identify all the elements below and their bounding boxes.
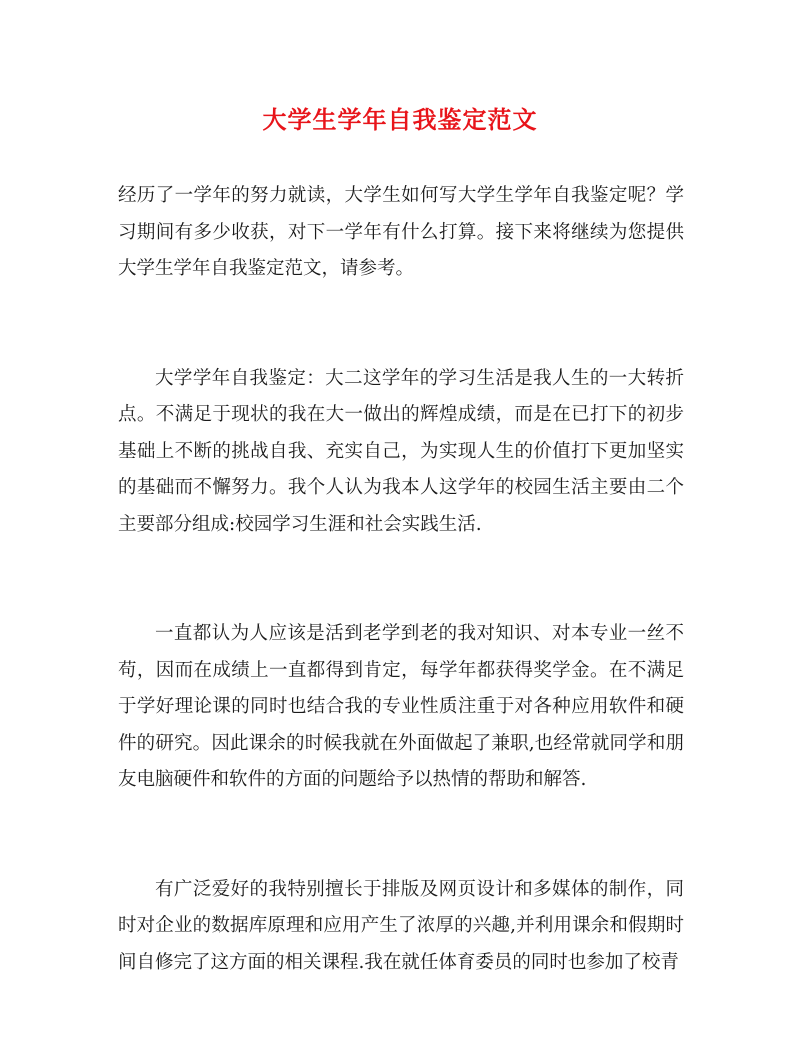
document-body — [118, 178, 684, 1054]
paragraph-self-assessment: 大学学年自我鉴定：大二这学年的学习生活是我人生的一大转折点。不满足于现状的我在大一做出的辉煌成绩，而是在已打下的初步基础上不断的挑战自我、充实自己，为实现人生的价值打下更加坚实的基础而不懈努力。我个人认为我本人这学年的校园生活主要由二个主要部分组成:校园学习生涯和社会实践生活. — [118, 367, 684, 535]
paragraph-study: 一直都认为人应该是活到老学到老的我对知识、对本专业一丝不苟，因而在成绩上一直都得到肯定，每学年都获得奖学金。在不满足于学好理论课的同时也结合我的专业性质注重于对各种应用软件和硬件的研究。因此课余的时候我就在外面做起了兼职,也经常就同学和朋友电脑硬件和软件的方面的问题给予以热情的帮助和解答. — [118, 623, 684, 790]
paragraph-hobbies: 有广泛爱好的我特别擅长于排版及网页设计和多媒体的制作，同时对企业的数据库原理和应用产生了浓厚的兴趣,并利用课余和假期时间自修完了这方面的相关课程.我在就任体育委员的同时也参加了校青 — [118, 878, 684, 973]
document-title: 大学生学年自我鉴定范文 — [262, 105, 538, 134]
paragraph-intro: 经历了一学年的努力就读，大学生如何写大学生学年自我鉴定呢？学习期间有多少收获，对下一学年有什么打算。接下来将继续为您提供大学生学年自我鉴定范文，请参考。 — [118, 185, 684, 279]
